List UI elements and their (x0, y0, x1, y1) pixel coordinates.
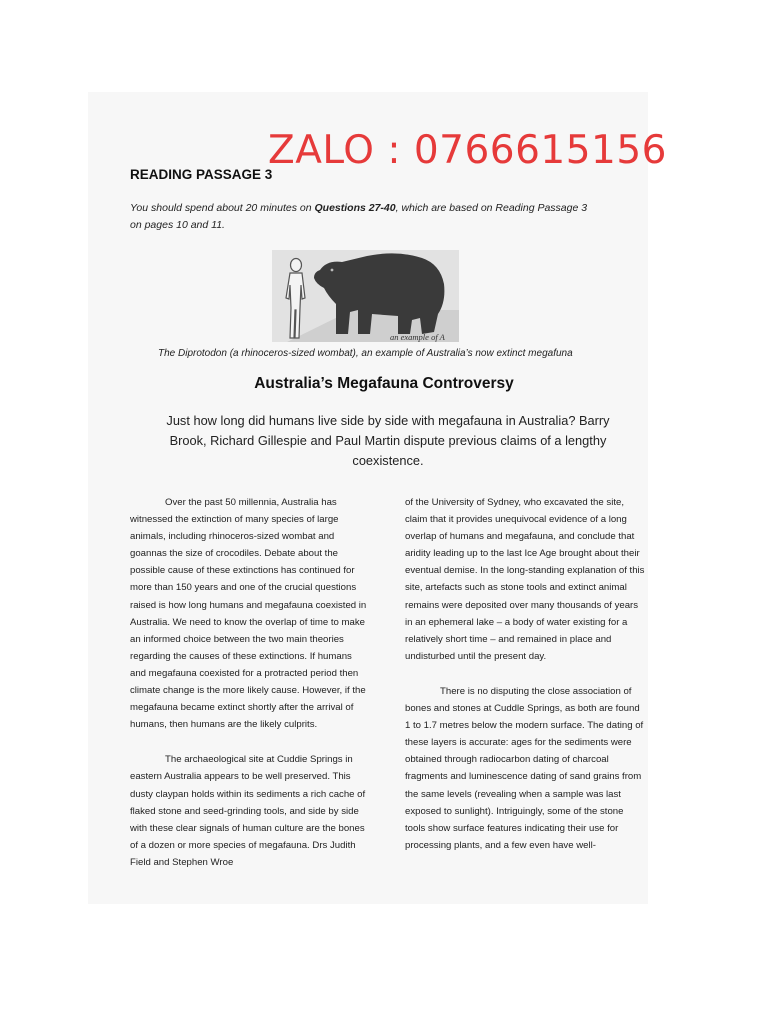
instructions (130, 200, 600, 234)
figure-label-fragment: an example of A (390, 332, 445, 342)
diprotodon-figure (272, 250, 459, 342)
section-heading: READING PASSAGE 3 (130, 167, 273, 182)
paragraph: Over the past 50 millennia, Australia has witnessed the extinction of many species of large animals, including rhinoceros-sized wombat and goannas the size of crocodiles. Debate about the possible cause of these extinctions has continued for more than 150 years and one of the crucial questions raised is how long humans and megafauna coexisted in Australia. We need to know the overlap of time to make an informed choice between the two main theories regarding the causes of these extinctions. If humans and megafauna coexisted for a protracted period then climate change is the more likely cause. However, if the megafauna became extinct shortly after the arrival of humans, then humans are the likely culprits. (130, 497, 367, 731)
instructions-part1: You should spend about 20 minutes on (130, 202, 315, 214)
figure-caption: The Diprotodon (a rhinoceros-sized wombat), an example of Australia’s now extinct megafuna (158, 348, 573, 359)
paragraph: of the University of Sydney, who excavated the site, claim that it provides unequivocal evidence of a long overlap of humans and megafauna, and conclude that aridity leading up to the last Ice Age brought about their eventual demise. In the long-standing explanation of this site, artefacts such as stone tools and extinct animal remains were deposited over many thousands of years in an ephemeral lake – a body of water existing for a relatively short time – and remained in place and undisturbed until the present day. (405, 497, 645, 662)
instructions-questions: Questions 27-40 (314, 202, 396, 214)
left-column (130, 494, 368, 889)
paragraph: The archaeological site at Cuddie Springs in eastern Australia appears to be well preserved. This dusty claypan holds within its sediments a rich cache of flaked stone and seed-grinding tools, and side by side with these clear signals of human culture are the bones of a dozen or more species of megafauna. Drs Judith Field and Stephen Wroe (130, 754, 366, 868)
diprotodon-illustration (272, 250, 459, 342)
watermark-text: ZALO : 0766615156 (268, 128, 667, 173)
article-title: Australia’s Megafauna Controversy (254, 375, 514, 392)
paragraph: There is no disputing the close association of bones and stones at Cuddle Springs, as both are found 1 to 1.7 metres below the modern surface. The dating of these layers is accurate: ages for the sediments were obtained through radiocarbon dating of charcoal fragments and luminescence dating of sand grains from the same levels (revealing when a sample was last exposed to sunlight). Intriguingly, some of the stone tools show surface features indicating their use for processing plants, and a few even have well- (405, 685, 644, 851)
instructions-part2: , which are based on Reading Passage 3 on pages 10 and 11. (130, 202, 588, 231)
article-subtitle: Just how long did humans live side by side with megafauna in Australia? Barry Brook, Richard Gillespie and Paul Martin dispute previous claims of a lengthy coexistence. (166, 413, 610, 468)
right-column (405, 494, 645, 872)
